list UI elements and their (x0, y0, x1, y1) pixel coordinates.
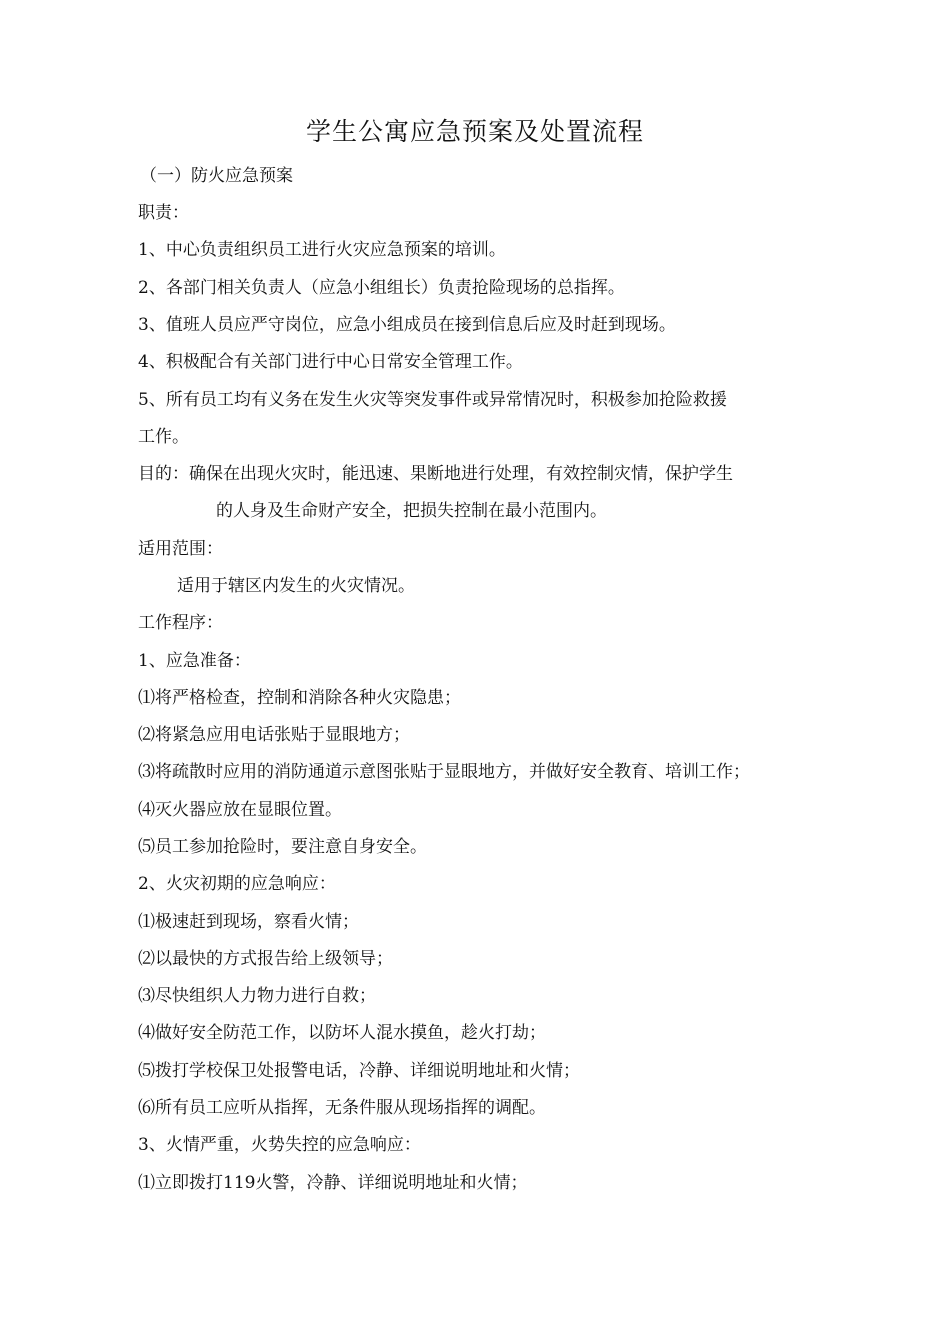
heading-responsibilities: 职责： (138, 203, 189, 223)
purpose-text-cont: 的人身及生命财产安全，把损失控制在最小范围内。 (216, 501, 607, 521)
procedure-sub-item: ⑴立即拨打119火警，冷静、详细说明地址和火情； (138, 1173, 528, 1193)
procedure-sub-item: ⑸拨打学校保卫处报警电话，冷静、详细说明地址和火情； (138, 1061, 580, 1081)
responsibility-item: 5、所有员工均有义务在发生火灾等突发事件或异常情况时，积极参加抢险救援 (138, 390, 727, 410)
procedure-step-heading: 3、火情严重，火势失控的应急响应： (138, 1135, 421, 1155)
procedure-step-heading: 2、火灾初期的应急响应： (138, 874, 336, 894)
responsibility-item-cont: 工作。 (138, 427, 189, 447)
procedure-sub-item: ⑶尽快组织人力物力进行自救； (138, 986, 376, 1006)
section-heading-fire-plan: （一）防火应急预案 (140, 166, 293, 186)
responsibility-item: 2、各部门相关负责人（应急小组组长）负责抢险现场的总指挥。 (138, 278, 625, 298)
procedure-step-heading: 1、应急准备： (138, 651, 251, 671)
document-title: 学生公寓应急预案及处置流程 (305, 117, 644, 146)
procedure-sub-item: ⑴将严格检查，控制和消除各种火灾隐患； (138, 688, 461, 708)
responsibility-item: 1、中心负责组织员工进行火灾应急预案的培训。 (138, 240, 506, 260)
procedure-sub-item: ⑶将疏散时应用的消防通道示意图张贴于显眼地方，并做好安全教育、培训工作； (138, 762, 750, 782)
heading-scope: 适用范围： (138, 539, 223, 559)
procedure-sub-item: ⑹所有员工应听从指挥，无条件服从现场指挥的调配。 (138, 1098, 546, 1118)
procedure-sub-item: ⑵将紧急应用电话张贴于显眼地方； (138, 725, 410, 745)
procedure-sub-item: ⑸员工参加抢险时，要注意自身安全。 (138, 837, 427, 857)
procedure-sub-item: ⑴极速赶到现场，察看火情； (138, 912, 359, 932)
procedure-sub-item: ⑷灭火器应放在显眼位置。 (138, 800, 342, 820)
heading-procedure: 工作程序： (138, 613, 223, 633)
responsibility-item: 3、值班人员应严守岗位，应急小组成员在接到信息后应及时赶到现场。 (138, 315, 676, 335)
procedure-sub-item: ⑵以最快的方式报告给上级领导； (138, 949, 393, 969)
scope-text: 适用于辖区内发生的火灾情况。 (177, 576, 415, 596)
responsibility-item: 4、积极配合有关部门进行中心日常安全管理工作。 (138, 352, 523, 372)
procedure-sub-item: ⑷做好安全防范工作，以防坏人混水摸鱼，趁火打劫； (138, 1023, 546, 1043)
purpose-text: 目的：确保在出现火灾时，能迅速、果断地进行处理，有效控制灾情，保护学生 (138, 464, 733, 484)
